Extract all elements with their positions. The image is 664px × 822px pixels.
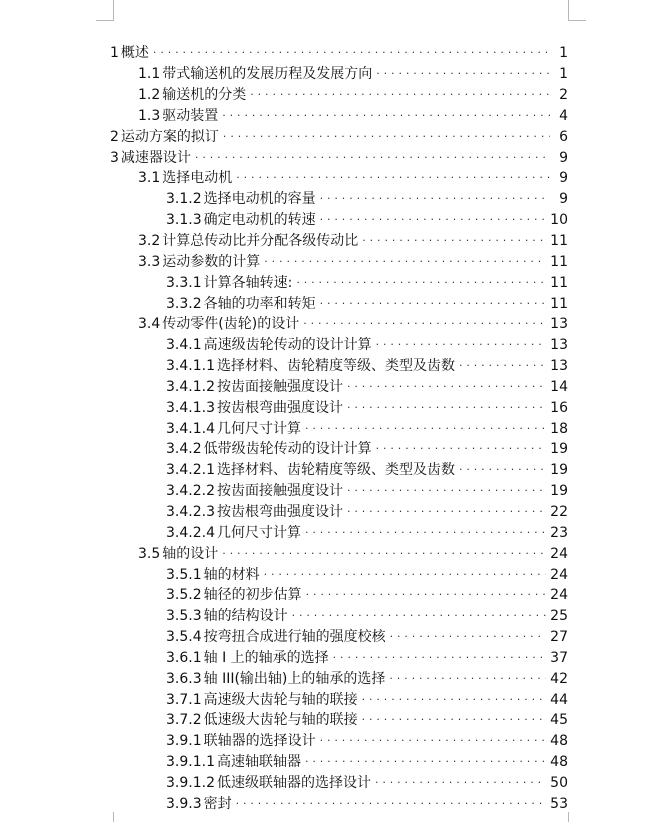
toc-entry-number: 3.5.1 (166, 566, 202, 583)
toc-dot-leader (347, 502, 546, 522)
toc-dot-leader (305, 419, 546, 439)
toc-entry[interactable] (110, 689, 570, 710)
toc-entry-number: 2 (110, 128, 119, 145)
toc-entry[interactable] (110, 43, 570, 64)
crop-mark-top-left-vertical (113, 0, 114, 21)
toc-entry-number: 3.7.2 (166, 712, 202, 729)
toc-entry-number: 3.9.1.2 (166, 774, 215, 791)
toc-dot-leader (389, 669, 546, 689)
toc-dot-leader (250, 85, 550, 105)
toc-dot-leader (236, 794, 547, 814)
toc-entry-title: 驱动装置 (162, 107, 219, 124)
toc-entry-page-number: 1 (559, 66, 568, 83)
toc-entry-number: 3.6.1 (166, 649, 202, 666)
toc-dot-leader (236, 168, 550, 188)
toc-entry-page-number: 19 (550, 483, 568, 500)
toc-entry-number: 1.2 (138, 87, 161, 104)
toc-entry-number: 3.3.2 (166, 295, 202, 312)
toc-entry[interactable] (110, 460, 570, 481)
toc-entry-number: 3.3.1 (166, 274, 202, 291)
crop-mark-top-right-vertical (568, 0, 569, 21)
toc-dot-leader (362, 710, 547, 730)
toc-dot-leader (264, 565, 547, 585)
toc-entry-page-number: 11 (550, 274, 568, 291)
toc-dot-leader (264, 252, 546, 272)
toc-entry-page-number: 42 (550, 670, 568, 687)
toc-entry-number: 1.3 (138, 107, 161, 124)
toc-entry-number: 3.4.1.3 (166, 399, 215, 416)
toc-entry[interactable] (110, 168, 570, 189)
toc-entry-title: 带式输送机的发展历程及发展方向 (162, 66, 373, 83)
toc-dot-leader (306, 585, 547, 605)
toc-dot-leader (296, 273, 546, 293)
toc-entry[interactable] (110, 543, 570, 564)
toc-entry-page-number: 2 (559, 87, 568, 104)
toc-entry-number: 3.4.1.1 (166, 358, 215, 375)
toc-entry-number: 3.4.2 (166, 441, 202, 458)
toc-entry[interactable] (110, 585, 570, 606)
toc-entry[interactable] (110, 731, 570, 752)
toc-entry-title: 概述 (120, 45, 149, 62)
toc-entry[interactable] (110, 439, 570, 460)
toc-dot-leader (320, 189, 550, 209)
toc-entry-page-number: 24 (550, 566, 568, 583)
toc-entry-number: 3.2 (138, 233, 161, 250)
toc-entry-title: 运动方案的拟订 (120, 128, 219, 145)
toc-entry-title: 低带级齿轮传动的设计计算 (203, 441, 372, 458)
toc-entry-number: 3.4.1.4 (166, 420, 215, 437)
toc-entry-page-number: 27 (550, 629, 568, 646)
toc-dot-leader (376, 64, 550, 84)
toc-entry-number: 3.4.1 (166, 337, 202, 354)
toc-dot-leader (376, 439, 547, 459)
toc-entry[interactable] (110, 335, 570, 356)
toc-entry-number: 3.7.1 (166, 691, 202, 708)
toc-entry[interactable] (110, 564, 570, 585)
toc-entry-number: 3.5.2 (166, 587, 202, 604)
toc-dot-leader (376, 335, 547, 355)
toc-entry-page-number: 9 (559, 149, 568, 166)
toc-entry-page-number: 37 (550, 649, 568, 666)
toc-entry[interactable] (110, 773, 570, 794)
toc-entry[interactable] (110, 64, 570, 85)
toc-entry-title: 轴的设计 (162, 545, 219, 562)
toc-entry-number: 3.4 (138, 316, 161, 333)
toc-entry-number: 3.1 (138, 170, 161, 187)
toc-entry-page-number: 48 (550, 754, 568, 771)
toc-entry-number: 3.5 (138, 545, 161, 562)
toc-entry[interactable] (110, 710, 570, 731)
toc-entry[interactable] (110, 106, 570, 127)
toc-entry-title: 确定电动机的转速 (203, 212, 316, 229)
toc-entry-number: 3.5.4 (166, 629, 202, 646)
toc-entry[interactable] (110, 502, 570, 523)
toc-dot-leader (153, 43, 550, 63)
toc-entry[interactable] (110, 668, 570, 689)
toc-entry-title: 按齿根弯曲强度设计 (216, 503, 343, 520)
toc-entry-page-number: 13 (550, 316, 568, 333)
toc-entry-title: 联轴器的选择设计 (203, 733, 316, 750)
toc-entry-title: 计算各轴转速: (203, 274, 293, 291)
toc-entry-page-number: 11 (550, 233, 568, 250)
toc-entry-page-number: 18 (550, 420, 568, 437)
toc-entry[interactable] (110, 314, 570, 335)
toc-entry-title: 高速轴联轴器 (216, 754, 301, 771)
toc-entry[interactable] (110, 293, 570, 314)
toc-entry-title: 按齿根弯曲强度设计 (216, 399, 343, 416)
toc-entry-page-number: 24 (550, 545, 568, 562)
toc-entry-page-number: 24 (550, 587, 568, 604)
toc-entry[interactable] (110, 627, 570, 648)
toc-dot-leader (347, 481, 546, 501)
toc-dot-leader (222, 544, 546, 564)
toc-entry-page-number: 16 (550, 399, 568, 416)
toc-dot-leader (362, 231, 546, 251)
toc-dot-leader (459, 356, 546, 376)
crop-mark-top-right-horizontal (568, 20, 586, 21)
toc-entry-page-number: 53 (550, 795, 568, 812)
toc-entry[interactable] (110, 210, 570, 231)
toc-entry-title: 几何尺寸计算 (216, 524, 301, 541)
toc-entry[interactable] (110, 481, 570, 502)
toc-entry-number: 3.3 (138, 253, 161, 270)
toc-entry-title: 轴径的初步估算 (203, 587, 302, 604)
toc-entry[interactable] (110, 752, 570, 773)
toc-dot-leader (375, 773, 546, 793)
toc-dot-leader (320, 731, 547, 751)
toc-entry-page-number: 19 (550, 462, 568, 479)
toc-entry-title: 选择材料、齿轮精度等级、类型及齿数 (216, 462, 455, 479)
toc-dot-leader (362, 690, 547, 710)
toc-entry-title: 轴的材料 (203, 566, 260, 583)
toc-entry[interactable] (110, 418, 570, 439)
toc-entry-title: 轴 III(输出轴)上的轴承的选择 (203, 670, 386, 687)
toc-dot-leader (292, 606, 547, 626)
toc-entry[interactable] (110, 85, 570, 106)
table-of-contents (110, 43, 570, 814)
toc-entry-number: 3.5.3 (166, 608, 202, 625)
toc-entry-page-number: 45 (550, 712, 568, 729)
toc-dot-leader (347, 377, 546, 397)
toc-entry-page-number: 13 (550, 337, 568, 354)
toc-entry-page-number: 9 (559, 191, 568, 208)
toc-entry-number: 3.1.3 (166, 212, 202, 229)
toc-entry-title: 各轴的功率和转矩 (203, 295, 316, 312)
toc-entry-number: 3.1.2 (166, 191, 202, 208)
toc-entry-number: 3.4.2.2 (166, 483, 215, 500)
toc-entry-number: 3.4.2.1 (166, 462, 215, 479)
toc-dot-leader (195, 148, 550, 168)
toc-dot-leader (320, 294, 547, 314)
toc-entry-page-number: 19 (550, 441, 568, 458)
toc-entry[interactable] (110, 522, 570, 543)
toc-dot-leader (390, 627, 547, 647)
toc-entry-page-number: 1 (559, 45, 568, 62)
toc-entry[interactable] (110, 231, 570, 252)
toc-entry[interactable] (110, 397, 570, 418)
toc-entry-number: 3.6.3 (166, 670, 202, 687)
toc-dot-leader (223, 127, 550, 147)
toc-dot-leader (222, 106, 550, 126)
toc-entry-number: 1.1 (138, 66, 161, 83)
toc-entry-title: 按齿面接触强度设计 (216, 483, 343, 500)
toc-entry-page-number: 22 (550, 503, 568, 520)
toc-entry-number: 3.4.2.3 (166, 503, 215, 520)
toc-entry-title: 轴 I 上的轴承的选择 (203, 649, 329, 666)
toc-entry[interactable] (110, 147, 570, 168)
toc-entry-title: 高速级大齿轮与轴的联接 (203, 691, 358, 708)
toc-entry-number: 3 (110, 149, 119, 166)
toc-entry-number: 3.9.3 (166, 795, 202, 812)
toc-dot-leader (333, 648, 547, 668)
toc-entry-number: 3.4.1.2 (166, 378, 215, 395)
toc-entry-title: 选择材料、齿轮精度等级、类型及齿数 (216, 358, 455, 375)
toc-entry[interactable] (110, 126, 570, 147)
toc-dot-leader (459, 460, 546, 480)
toc-entry-title: 低速级联轴器的选择设计 (216, 774, 371, 791)
toc-entry-title: 按齿面接触强度设计 (216, 378, 343, 395)
toc-entry-page-number: 44 (550, 691, 568, 708)
crop-mark-top-left-horizontal (96, 20, 114, 21)
toc-entry-title: 减速器设计 (120, 149, 191, 166)
toc-entry-title: 计算总传动比并分配各级传动比 (162, 233, 359, 250)
toc-entry-title: 密封 (203, 795, 232, 812)
toc-entry-page-number: 11 (550, 295, 568, 312)
toc-dot-leader (303, 314, 546, 334)
toc-entry-page-number: 23 (550, 524, 568, 541)
toc-entry-number: 3.9.1.1 (166, 754, 215, 771)
toc-dot-leader (305, 523, 546, 543)
toc-entry-page-number: 6 (559, 128, 568, 145)
toc-entry[interactable] (110, 189, 570, 210)
toc-entry[interactable] (110, 272, 570, 293)
toc-entry-title: 输送机的分类 (162, 87, 247, 104)
toc-entry-title: 传动零件(齿轮)的设计 (162, 316, 300, 333)
toc-entry-page-number: 48 (550, 733, 568, 750)
toc-entry-page-number: 9 (559, 170, 568, 187)
toc-entry-page-number: 25 (550, 608, 568, 625)
toc-entry[interactable] (110, 606, 570, 627)
toc-entry-page-number: 13 (550, 358, 568, 375)
toc-entry[interactable] (110, 377, 570, 398)
toc-dot-leader (320, 210, 547, 230)
toc-entry-page-number: 4 (559, 107, 568, 124)
toc-entry-title: 低速级大齿轮与轴的联接 (203, 712, 358, 729)
toc-entry[interactable] (110, 251, 570, 272)
toc-entry-page-number: 11 (550, 253, 568, 270)
toc-entry-title: 按弯扭合成进行轴的强度校核 (203, 629, 386, 646)
toc-entry-title: 几何尺寸计算 (216, 420, 301, 437)
toc-entry[interactable] (110, 356, 570, 377)
toc-dot-leader (347, 398, 546, 418)
toc-entry-page-number: 50 (550, 774, 568, 791)
toc-entry[interactable] (110, 647, 570, 668)
toc-entry-title: 选择电动机的容量 (203, 191, 316, 208)
toc-entry-title: 轴的结构设计 (203, 608, 288, 625)
toc-entry-title: 选择电动机 (162, 170, 233, 187)
toc-entry-page-number: 14 (550, 378, 568, 395)
toc-entry-title: 高速级齿轮传动的设计计算 (203, 337, 372, 354)
toc-entry[interactable] (110, 793, 570, 814)
toc-entry-number: 3.4.2.4 (166, 524, 215, 541)
toc-entry-title: 运动参数的计算 (162, 253, 261, 270)
toc-entry-number: 1 (110, 45, 119, 62)
toc-entry-number: 3.9.1 (166, 733, 202, 750)
toc-dot-leader (305, 752, 546, 772)
toc-entry-page-number: 10 (550, 212, 568, 229)
